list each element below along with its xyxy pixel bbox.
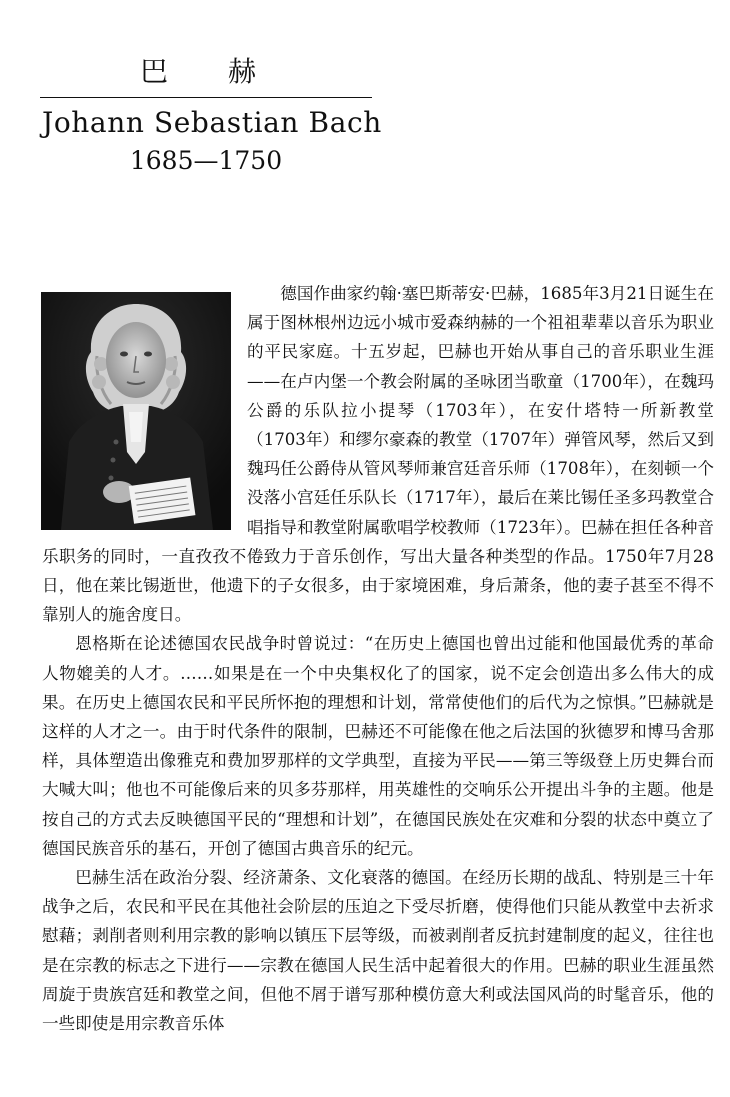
paragraph-2: 恩格斯在论述德国农民战争时曾说过：“在历史上德国也曾出过能和他国最优秀的革命人物媲美的人才。……如果是在一个中央集权化了的国家，说不定会创造出多么伟大的成果。在历史上德国农民和平民所怀抱的理想和计划，常常使他们的后代为之惊惧。”巴赫就是这样的人才之一。由于时代条件的限制，巴赫还不可能像在他之后法国的狄德罗和博马舍那样，具体塑造出像雅克和费加罗那样的文学典型，直接为平民——第三等级登上历史舞台而大喊大叫；他也不可能像后来的贝多芬那样，用英雄性的交响乐公开提出斗争的主题。他是按自己的方式去反映德国平民的“理想和计划”，在德国民族处在灾难和分裂的状态中奠立了德国民族音乐的基石，开创了德国古典音乐的纪元。	[42, 634, 714, 858]
life-years: 1685—1750	[129, 146, 283, 175]
page-title-english: Johann Sebastian Bach	[42, 106, 382, 139]
paragraph-3: 巴赫生活在政治分裂、经济萧条、文化衰落的德国。在经历长期的战乱、特别是三十年战争之后，农民和平民在其他社会阶层的压迫之下受尽折磨，使得他们只能从教堂中去祈求慰藉；剥削者则利用宗教的影响以镇压下层等级，而被剥削者反抗封建制度的起义，往往也是在宗教的标志之下进行——宗教在德国人民生活中起着很大的作用。巴赫的职业生涯虽然周旋于贵族宫廷和教堂之间，但他不屑于谱写那种模仿意大利或法国风尚的时髦音乐，他的一些即使是用宗教音乐体	[42, 868, 714, 1034]
page-title-chinese: 巴 赫	[139, 55, 272, 88]
portrait-text-wrap	[42, 279, 247, 541]
title-divider	[40, 97, 372, 98]
article-body	[42, 279, 714, 1038]
paragraph-1: 德国作曲家约翰·塞巴斯蒂安·巴赫，1685年3月21日诞生在属于图林根州边远小城市爱森纳赫的一个祖祖辈辈以音乐为职业的平民家庭。十五岁起，巴赫也开始从事自己的音乐职业生涯——在卢内堡一个教会附属的圣咏团当歌童（1700年），在魏玛公爵的乐队拉小提琴（1703年），在安什塔特一所新教堂（1703年）和缪尔豪森的教堂（1707年）弹管风琴，然后又到魏玛任公爵侍从管风琴师兼宫廷音乐师（1708年），在刻顿一个没落小宫廷任乐队长（1717年），最后在莱比锡任圣多玛教堂合唱指导和教堂附属歌唱学校教师（1723年）。巴赫在担任各种音乐职务的同时，一直孜孜不倦致力于音乐创作，写出大量各种类型的作品。1750年7月28日，他在莱比锡逝世，他遗下的子女很多，由于家境困难，身后萧条，他的妻子甚至不得不靠别人的施舍度日。	[42, 284, 714, 625]
